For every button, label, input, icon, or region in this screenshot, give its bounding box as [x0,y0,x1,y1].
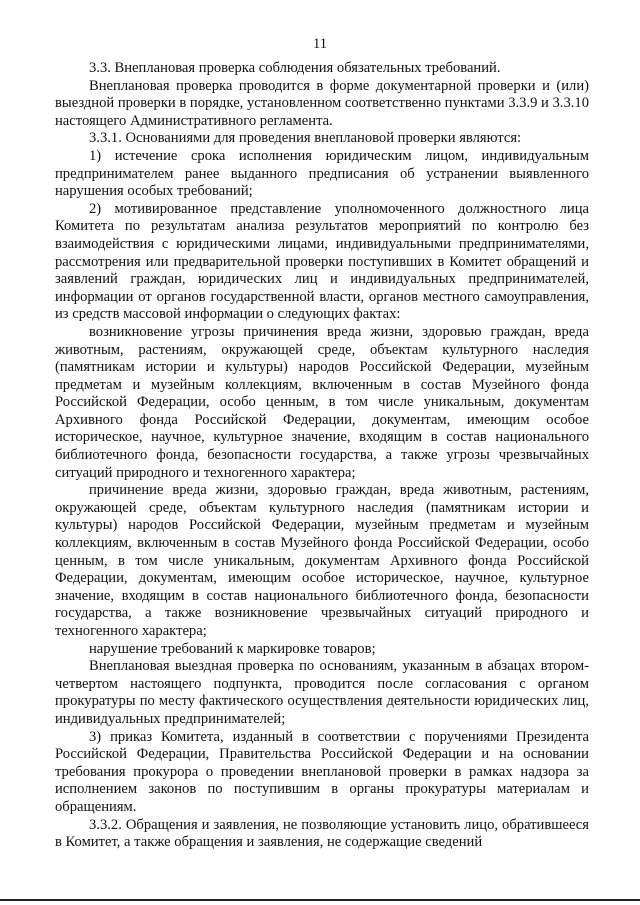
list-item-3-committee-order: 3) приказ Комитета, изданный в соответствии с поручениями Президента Российской Федерации, Правительства Российской Федерации и на основании требования прокурора о проведении внеплановой проверки в рамках надзора за исполнением законов по поступившим в органы прокуратуры материалам и обращениям. [55,728,589,815]
paragraph-3-3-1-grounds: 3.3.1. Основаниями для проведения внеплановой проверки являются: [89,130,522,147]
document-body [55,60,589,852]
paragraph-causing-harm: причинение вреда жизни, здоровью граждан, вреда животным, растениям, окружающей среде, объектам культурного наследия (памятникам истории и культуры) народов Российской Федерации, музейным предметам и музейным коллекциям, включенным в состав Музейного фонда Российской Федерации, особо ценным, в том числе уникальным, документам Архивного фонда Российской Федерации, документам, имеющим особое историческое, научное, культурное значение, входящим в состав национального библиотечного фонда, безопасности государства, а также возникновение чрезвычайных ситуаций природного и техногенного характера; [55,482,589,639]
page-bottom-edge [0,899,640,901]
paragraph-3-3-2-appeals: 3.3.2. Обращения и заявления, не позволяющие установить лицо, обратившееся в Комитет, а также обращения и заявления, не содержащие сведений [55,816,589,851]
page-number: 11 [313,36,327,52]
paragraph-unscheduled-inspection-form: Внеплановая проверка проводится в форме документарной проверки и (или) выездной проверки в порядке, установленном соответственно пунктами 3.3.9 и 3.3.10 настоящего Административного регламента. [55,77,589,129]
paragraph-prosecutor-approval: Внеплановая выездная проверка по основаниям, указанным в абзацах втором-четвертом настоящего подпункта, проводится после согласования с органом прокуратуры по месту фактического осуществления деятельности юридических лиц, индивидуальных предпринимателей; [55,658,589,727]
list-item-2-motivated-submission: 2) мотивированное представление уполномоченного должностного лица Комитета по результатам анализа результатов мероприятий по контролю без взаимодействия с юридическими лицами, индивидуальными предпринимателями, рассмотрения или предварительной проверки поступивших в Комитет обращений и заявлений граждан, юридических лиц и индивидуальных предпринимателей, информации от органов государственной власти, органов местного самоуправления, из средств массовой информации о следующих фактах: [55,200,589,323]
section-heading-3-3: 3.3. Внеплановая проверка соблюдения обязательных требований. [89,60,501,76]
list-item-1-expiry: 1) истечение срока исполнения юридическим лицом, индивидуальным предпринимателем ранее выданного предписания об устранении выявленного нарушения особых требований; [55,147,589,200]
paragraph-threat-of-harm: возникновение угрозы причинения вреда жизни, здоровью граждан, вреда животным, растениям, окружающей среде, объектам культурного наследия (памятникам истории и культуры) народов Российской Федерации, музейным предметам и музейным коллекциям, включенным в состав Музейного фонда Российской Федерации, особо ценным, в том числе уникальным, документам Архивного фонда Российской Федерации, документам, имеющим особое историческое, научное, культурное значение, входящим в состав национального библиотечного фонда, безопасности государства, а также угрозы чрезвычайных ситуаций природного и техногенного характера; [55,323,589,481]
paragraph-labeling-violation: нарушение требований к маркировке товаров; [89,640,376,657]
